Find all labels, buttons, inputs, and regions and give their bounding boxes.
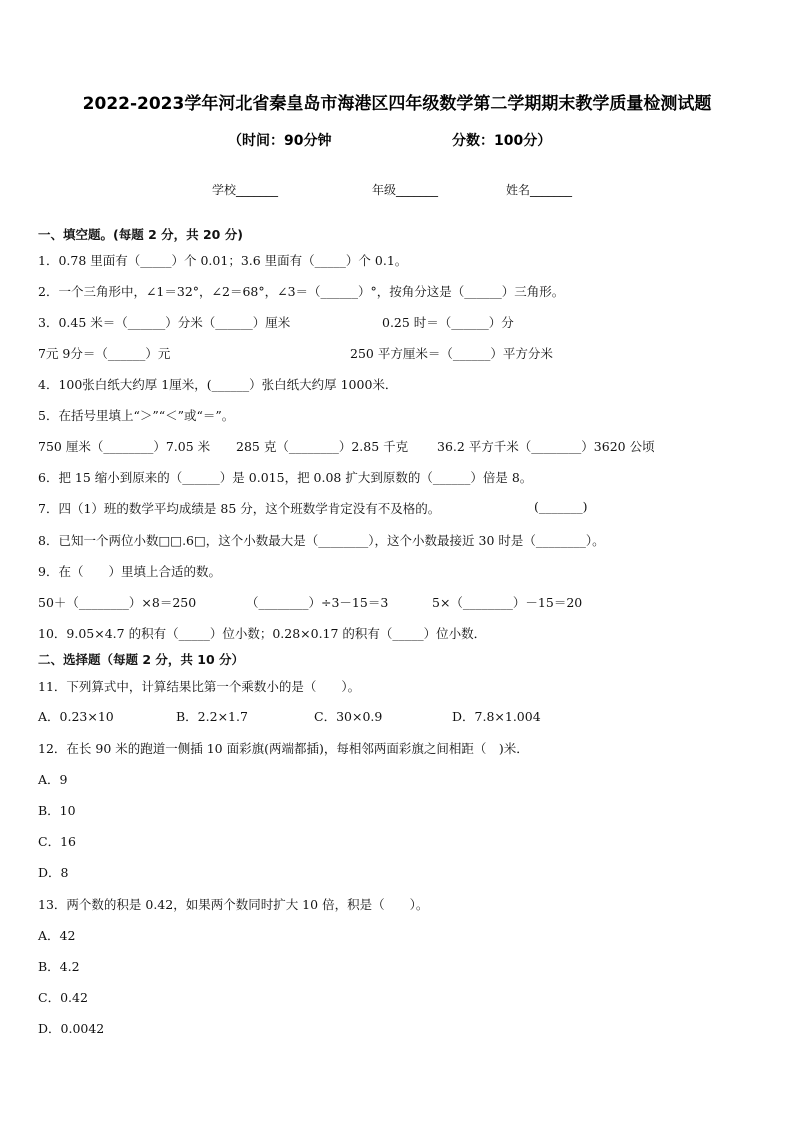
option-13a: A．42: [38, 928, 76, 943]
option-12c: C．16: [38, 834, 76, 849]
option-11d: D．7.8×1.004: [452, 709, 541, 724]
question-13-text: 13．两个数的积是 0.42，如果两个数同时扩大 10 倍，积是（ ）。: [38, 897, 429, 912]
question-2-text: 2．一个三角形中，∠1＝32°，∠2＝68°，∠3＝（______）°，按角分这是（______）三角形。: [38, 284, 565, 299]
question-3b-text: 0.25 时＝（______）分: [382, 315, 514, 330]
option-12a: A．9: [38, 772, 68, 787]
question-5b-text: 285 克（________）2.85 千克: [236, 439, 409, 454]
option-11a: A．0.23×10: [38, 709, 114, 724]
question-5-text: 5．在括号里填上“＞”“＜”或“＝”。: [38, 408, 235, 423]
section1-heading-text: 一、填空题。(每题 2 分，共 20 分): [38, 227, 243, 242]
question-1-text: 1．0.78 里面有（_____）个 0.01；3.6 里面有（_____）个 0.1。: [38, 253, 408, 268]
page-title: 2022-2023学年河北省秦皇岛市海港区四年级数学第二学期期末教学质量检测试题: [82, 94, 712, 114]
option-12b: B．10: [38, 803, 76, 818]
question-3d-text: 250 平方厘米＝（______）平方分米: [350, 346, 553, 361]
name-field: 姓名_______: [506, 183, 573, 197]
question-3c-text: 7元 9分＝（______）元: [38, 346, 171, 361]
question-5a-text: 750 厘米（________）7.05 米: [38, 439, 211, 454]
question-12-text: 12．在长 90 米的跑道一侧插 10 面彩旗(两端都插)，每相邻两面彩旗之间相距（ )米．: [38, 741, 529, 756]
question-9a-text: 50＋（________）×8＝250: [38, 595, 197, 610]
grade-field: 年级_______: [372, 183, 439, 197]
question-11-text: 11．下列算式中，计算结果比第一个乘数小的是（ ）。: [38, 679, 361, 694]
question-6-text: 6．把 15 缩小到原来的（______）是 0.015，把 0.08 扩大到原数的（______）倍是 8。: [38, 470, 533, 485]
question-7-text: 7．四（1）班的数学平均成绩是 85 分，这个班数学肯定没有不及格的。: [38, 501, 441, 516]
option-11b: B．2.2×1.7: [176, 709, 248, 724]
question-8-text: 8．已知一个两位小数□□.6□，这个小数最大是（________），这个小数最接近 30 时是（________）。: [38, 533, 605, 548]
question-7-answer-blank: (_______): [534, 499, 588, 514]
option-13d: D．0.0042: [38, 1021, 105, 1036]
exam-time: （时间：90分钟: [228, 133, 332, 149]
question-9-text: 9．在（ ）里填上合适的数。: [38, 564, 221, 579]
question-9b-text: （________）÷3－15＝3: [246, 595, 389, 610]
question-9c-text: 5×（________）－15＝20: [432, 595, 583, 610]
question-5c-text: 36.2 平方千米（________）3620 公顷: [437, 439, 655, 454]
option-13b: B．4.2: [38, 959, 80, 974]
section2-heading-text: 二、选择题（每题 2 分，共 10 分）: [38, 652, 245, 667]
option-13c: C．0.42: [38, 990, 88, 1005]
question-10-text: 10．9.05×4.7 的积有（_____）位小数；0.28×0.17 的积有（_____）位小数．: [38, 626, 487, 641]
question-3a-text: 3．0.45 米＝（______）分米（______）厘米: [38, 315, 291, 330]
exam-score: 分数：100分）: [452, 133, 552, 149]
option-11c: C．30×0.9: [314, 709, 383, 724]
option-12d: D．8: [38, 865, 69, 880]
school-field: 学校_______: [212, 183, 279, 197]
question-4-text: 4．100张白纸大约厚 1厘米，(______）张白纸大约厚 1000米．: [38, 377, 398, 392]
